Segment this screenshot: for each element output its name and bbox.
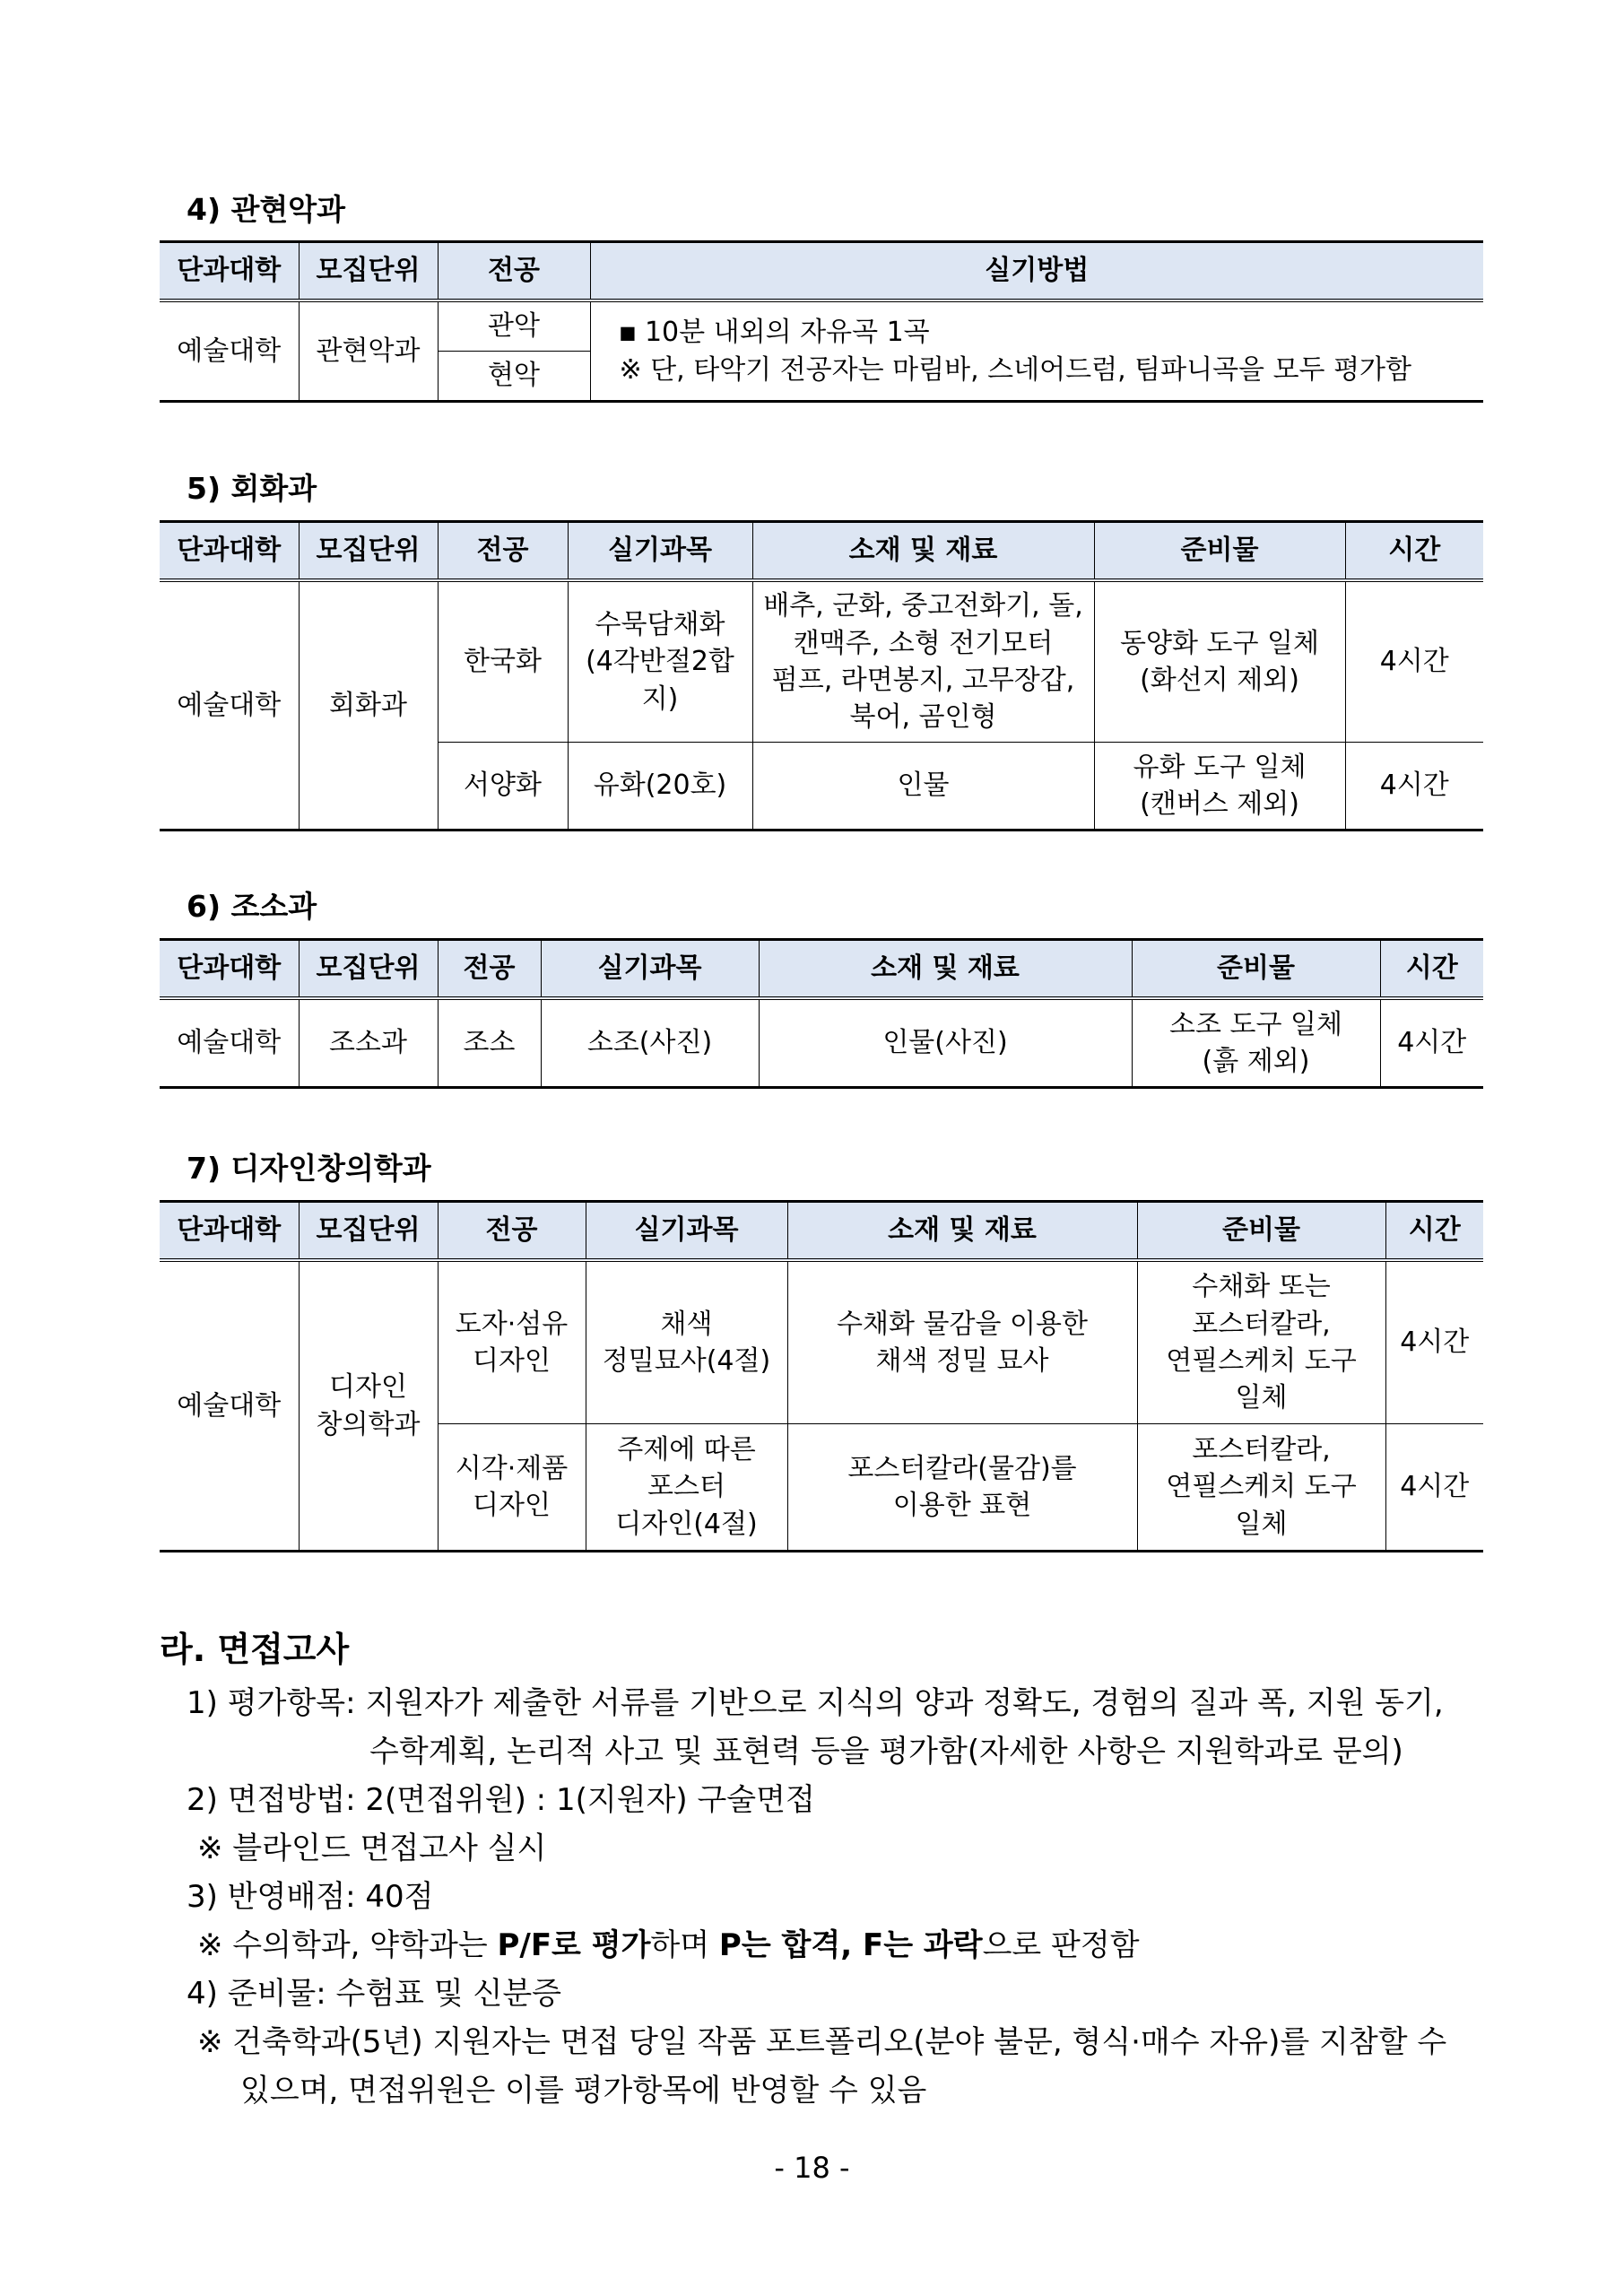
table-row — [160, 998, 1483, 1088]
prep-cell: 수채화 또는 포스터칼라, 연필스케치 도구 일체 — [1137, 1260, 1385, 1424]
header-major: 전공 — [438, 940, 541, 999]
college-cell: 예술대학 — [160, 300, 299, 402]
header-college: 단과대학 — [160, 522, 299, 581]
section-title-sculpture: 6) 조소과 — [187, 889, 317, 924]
header-prep: 준비물 — [1132, 940, 1380, 999]
design-table — [160, 1200, 1483, 1552]
unit-cell: 디자인 창의학과 — [299, 1260, 438, 1552]
table-row — [160, 1260, 1483, 1424]
time-cell: 4시간 — [1380, 998, 1483, 1088]
time-cell: 4시간 — [1385, 1424, 1483, 1552]
subject-cell: 수묵담채화 (4각반절2합지) — [568, 580, 752, 743]
material-cell: 인물 — [752, 743, 1094, 831]
college-cell: 예술대학 — [160, 998, 299, 1088]
subject-cell: 채색 정밀묘사(4절) — [586, 1260, 787, 1424]
header-time: 시간 — [1380, 940, 1483, 999]
interview-item-prep: 4) 준비물: 수험표 및 신분증 — [187, 1976, 562, 2012]
header-college: 단과대학 — [160, 940, 299, 999]
material-cell: 인물(사진) — [759, 998, 1132, 1088]
method-line: ■ 10분 내외의 자유곡 1곡 — [619, 317, 930, 349]
header-time: 시간 — [1345, 522, 1483, 581]
table-row — [160, 580, 1483, 743]
subject-cell: 유화(20호) — [568, 743, 752, 831]
major-cell: 관악 — [438, 300, 590, 352]
time-cell: 4시간 — [1385, 1260, 1483, 1424]
college-cell: 예술대학 — [160, 580, 299, 831]
table-header-row — [160, 522, 1483, 581]
header-prep: 준비물 — [1094, 522, 1345, 581]
interview-item-score: 3) 반영배점: 40점 — [187, 1879, 434, 1915]
unit-cell: 회화과 — [299, 580, 438, 831]
major-cell: 시각·제품 디자인 — [438, 1424, 586, 1552]
table-header-row — [160, 1202, 1483, 1261]
major-cell: 서양화 — [438, 743, 568, 831]
college-cell: 예술대학 — [160, 1260, 299, 1552]
interview-note-portfolio-cont: 있으며, 면접위원은 이를 평가항목에 반영할 수 있음 — [240, 2073, 927, 2109]
page-number: - 18 - — [774, 2151, 850, 2185]
prep-cell: 포스터칼라, 연필스케치 도구 일체 — [1137, 1424, 1385, 1552]
prep-cell: 동양화 도구 일체 (화선지 제외) — [1094, 580, 1345, 743]
interview-item-method: 2) 면접방법: 2(면접위원) : 1(지원자) 구술면접 — [187, 1782, 815, 1818]
section-title-painting: 5) 회화과 — [187, 471, 317, 506]
method-note: ※ 단, 타악기 전공자는 마림바, 스네어드럼, 팀파니곡을 모두 평가함 — [619, 353, 1412, 386]
material-cell: 포스터칼라(물감)를 이용한 표현 — [787, 1424, 1137, 1552]
prep-cell: 유화 도구 일체 (캔버스 제외) — [1094, 743, 1345, 831]
table-row — [160, 300, 1483, 352]
material-cell: 배추, 군화, 중고전화기, 돌, 캔맥주, 소형 전기모터 펌프, 라면봉지, 고무장갑, 북어, 곰인형 — [752, 580, 1094, 743]
painting-table — [160, 520, 1483, 831]
header-major: 전공 — [438, 242, 590, 301]
interview-note-pf: ※ 수의학과, 약학과는 P/F로 평가하며 P는 합격, F는 과락으로 판정함 — [197, 1927, 1140, 1963]
major-cell: 도자·섬유 디자인 — [438, 1260, 586, 1424]
header-subject: 실기과목 — [586, 1202, 787, 1261]
unit-cell: 조소과 — [299, 998, 438, 1088]
interview-item-criteria: 1) 평가항목: 지원자가 제출한 서류를 기반으로 지식의 양과 정확도, 경험의 질과 폭, 지원 동기, — [187, 1685, 1444, 1721]
header-unit: 모집단위 — [299, 242, 438, 301]
interview-item-criteria-cont: 수학계획, 논리적 사고 및 표현력 등을 평가함(자세한 사항은 지원학과로 문의) — [369, 1734, 1403, 1770]
major-cell: 현악 — [438, 352, 590, 402]
header-method: 실기방법 — [590, 242, 1483, 301]
header-major: 전공 — [438, 1202, 586, 1261]
header-material: 소재 및 재료 — [752, 522, 1094, 581]
sculpture-table — [160, 938, 1483, 1089]
interview-note-blind: ※ 블라인드 면접고사 실시 — [197, 1831, 547, 1866]
table-header-row — [160, 242, 1483, 301]
section-title-orchestra: 4) 관현악과 — [187, 192, 346, 227]
interview-note-portfolio: ※ 건축학과(5년) 지원자는 면접 당일 작품 포트폴리오(분야 불문, 형식·매수 자유)를 지참할 수 — [197, 2024, 1447, 2060]
prep-cell: 소조 도구 일체 (흙 제외) — [1132, 998, 1380, 1088]
orchestra-table — [160, 240, 1483, 403]
major-cell: 한국화 — [438, 580, 568, 743]
header-subject: 실기과목 — [568, 522, 752, 581]
header-material: 소재 및 재료 — [787, 1202, 1137, 1261]
section-title-design: 7) 디자인창의학과 — [187, 1151, 431, 1186]
header-unit: 모집단위 — [299, 522, 438, 581]
header-time: 시간 — [1385, 1202, 1483, 1261]
header-unit: 모집단위 — [299, 940, 438, 999]
header-material: 소재 및 재료 — [759, 940, 1132, 999]
square-bullet-icon: ■ — [619, 321, 637, 344]
header-college: 단과대학 — [160, 1202, 299, 1261]
material-cell: 수채화 물감을 이용한 채색 정밀 묘사 — [787, 1260, 1137, 1424]
subject-cell: 주제에 따른 포스터 디자인(4절) — [586, 1424, 787, 1552]
header-college: 단과대학 — [160, 242, 299, 301]
header-unit: 모집단위 — [299, 1202, 438, 1261]
time-cell: 4시간 — [1345, 580, 1483, 743]
header-major: 전공 — [438, 522, 568, 581]
unit-cell: 관현악과 — [299, 300, 438, 402]
major-cell: 조소 — [438, 998, 541, 1088]
header-prep: 준비물 — [1137, 1202, 1385, 1261]
method-cell — [590, 300, 1483, 402]
header-subject: 실기과목 — [541, 940, 759, 999]
table-header-row — [160, 940, 1483, 999]
interview-title: 라. 면접고사 — [160, 1630, 350, 1669]
time-cell: 4시간 — [1345, 743, 1483, 831]
subject-cell: 소조(사진) — [541, 998, 759, 1088]
